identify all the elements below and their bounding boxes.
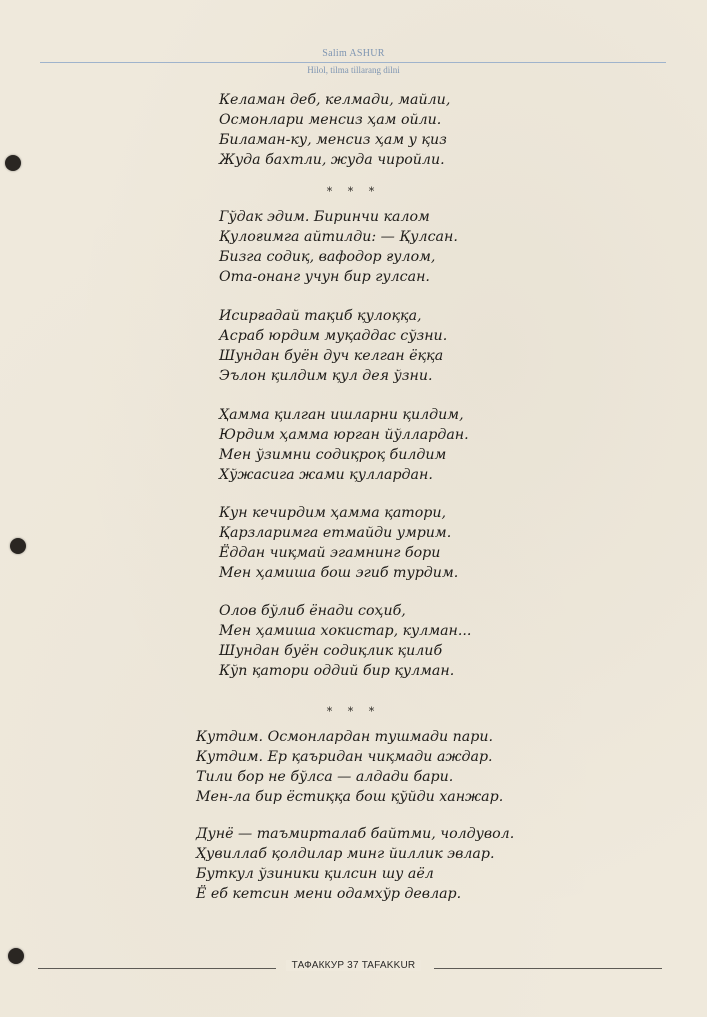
poem-line: Шундан буён содиқлик қилиб — [219, 643, 443, 659]
poem-line: Тили бор не бўлса — алдади бари. — [196, 769, 454, 785]
poem-line: Хўжасига жами қуллардан. — [219, 467, 433, 483]
poem-line: Кутдим. Ер қаъридан чиқмади аждар. — [196, 749, 493, 765]
poem-line: Дунё — таъмирталаб байтми, чолдувол. — [196, 826, 515, 842]
page-footer — [0, 960, 707, 971]
poem-line: Гўдак эдим. Биринчи калом — [219, 209, 430, 225]
poem-line: Юрдим ҳамма юрган йўллардан. — [219, 427, 469, 443]
poem-line: Шундан буён дуч келган ёққа — [219, 348, 444, 364]
poem-line: Ота-онанг учун бир гулсан. — [219, 269, 430, 285]
poem-line: Ҳувиллаб қолдилар минг йиллик эвлар. — [196, 846, 495, 862]
poem-line: Мен ҳамиша хокистар, кулман... — [219, 623, 472, 639]
poem-line: Кутдим. Осмонлардан тушмади пари. — [196, 729, 493, 745]
poem-line: Қулоғимга айтилди: — Қулсан. — [219, 229, 458, 245]
punch-hole — [10, 538, 26, 554]
poem-line: Асраб юрдим муқаддас сўзни. — [219, 328, 448, 344]
poem-line: Биламан-ку, менсиз ҳам у қиз — [219, 132, 447, 148]
poem-line: Осмонлари менсиз ҳам ойли. — [219, 112, 442, 128]
poem-line: Мен ўзимни содиқроқ билдим — [219, 447, 447, 463]
poem-line: Келаман деб, келмади, майли, — [219, 92, 451, 108]
poem-line: Кўп қатори оддий бир қулман. — [219, 663, 455, 679]
poem-line: Мен ҳамиша бош эгиб турдим. — [219, 565, 459, 581]
poem-line: Кун кечирдим ҳамма қатори, — [219, 505, 447, 521]
punch-hole — [5, 155, 21, 171]
poem-line: Ҳамма қилган ишларни қилдим, — [219, 407, 464, 423]
poem-line: Ё еб кетсин мени одамхўр девлар. — [196, 886, 462, 902]
poem-line: Қарзларимга етмайди умрим. — [219, 525, 452, 541]
stanza-3 — [219, 306, 447, 386]
section-separator: * * * — [326, 185, 381, 198]
running-header-subtitle: Hilol, tilma tillarang dilni — [307, 65, 400, 75]
poem-line: Жуда бахтли, жуда чиройли. — [219, 152, 445, 168]
poem-line: Буткул ўзиники қилсин шу аёл — [196, 866, 434, 882]
stanza-1 — [219, 90, 450, 170]
poem-line: Эълон қилдим қул дея ўзни. — [219, 368, 433, 384]
stanza-7 — [196, 727, 503, 807]
header-divider — [40, 62, 666, 63]
stanza-5 — [219, 503, 458, 583]
running-header-author: Salim ASHUR — [322, 48, 385, 59]
section-separator: * * * — [326, 705, 381, 718]
poem-line: Олов бўлиб ёнади соҳиб, — [219, 603, 406, 619]
poem-line: Мен-ла бир ёстиққа бош қўйди ханжар. — [196, 789, 504, 805]
footer-label: ТАФАККУР 37 TAFAKKUR — [286, 960, 422, 971]
poem-line: Бизга содиқ, вафодор ғулом, — [219, 249, 436, 265]
stanza-2 — [219, 207, 458, 287]
stanza-6 — [219, 601, 471, 681]
stanza-8 — [196, 824, 514, 904]
stanza-4 — [219, 405, 469, 485]
poem-line: Исирғадай тақиб қулоққа, — [219, 308, 422, 324]
poem-line: Ёддан чиқмай эгамнинг бори — [219, 545, 441, 561]
